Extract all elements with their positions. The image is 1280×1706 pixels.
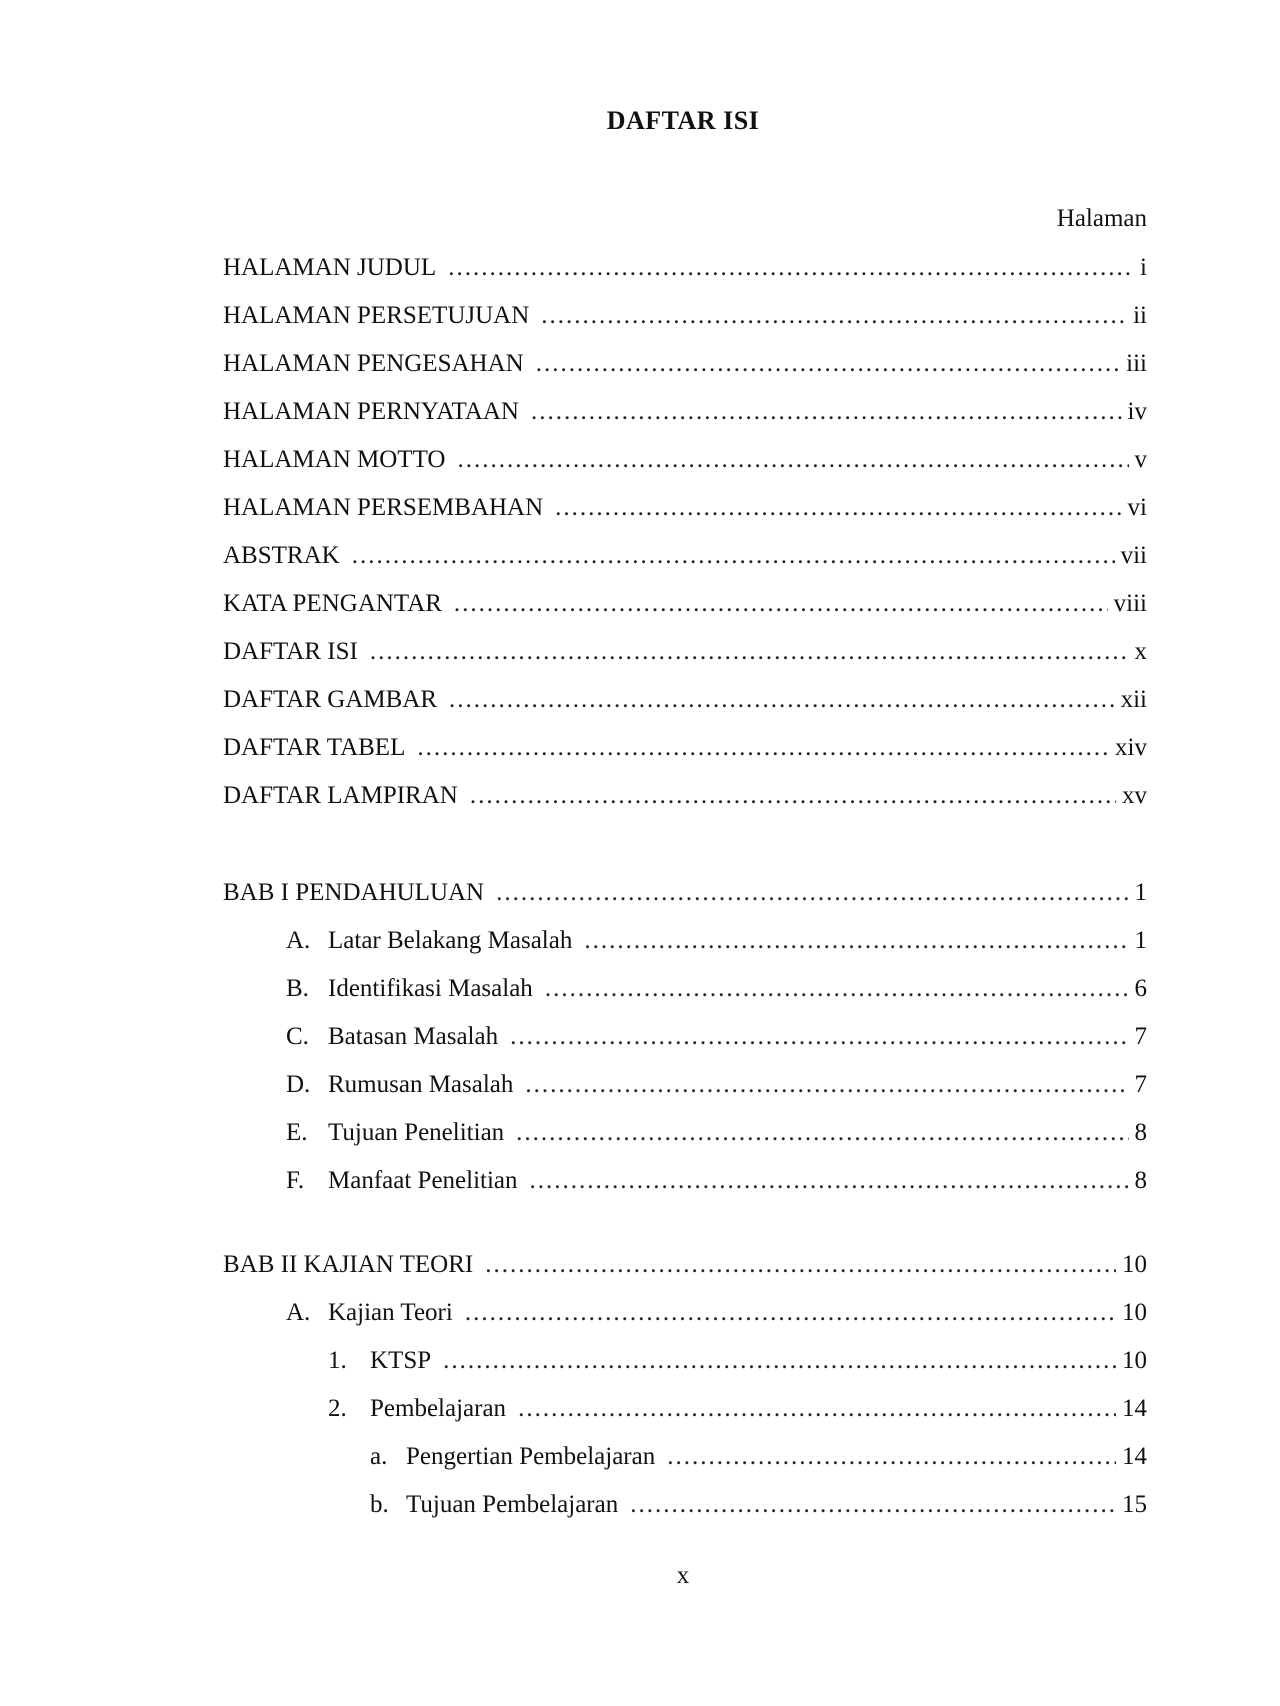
toc-entry[interactable] xyxy=(223,396,1147,428)
toc-entry[interactable] xyxy=(223,540,1147,572)
toc-section-page: 8 xyxy=(1134,1167,1147,1194)
toc-section-marker: A. xyxy=(286,1299,311,1326)
toc-entry-page: v xyxy=(1134,446,1147,473)
toc-section-page: 6 xyxy=(1134,975,1147,1002)
toc-subsection[interactable] xyxy=(328,1345,1147,1377)
toc-chapter-label: BAB I PENDAHULUAN xyxy=(223,879,485,906)
toc-entry[interactable] xyxy=(223,732,1147,764)
toc-entry-label: HALAMAN MOTTO xyxy=(223,446,446,473)
dot-leader xyxy=(457,444,1128,476)
dot-leader xyxy=(449,684,1115,716)
dot-leader xyxy=(510,1021,1128,1053)
toc-section-page: 8 xyxy=(1134,1119,1147,1146)
toc-subsection-marker: 2. xyxy=(328,1395,347,1422)
toc-entry-page: xv xyxy=(1122,782,1147,809)
toc-section[interactable] xyxy=(286,973,1147,1005)
toc-entry[interactable] xyxy=(223,636,1147,668)
toc-section-page: 7 xyxy=(1134,1023,1147,1050)
toc-chapter-bab1[interactable] xyxy=(223,877,1147,909)
toc-section-label: Manfaat Penelitian xyxy=(328,1167,518,1194)
toc-entry-label: DAFTAR GAMBAR xyxy=(223,686,438,713)
toc-entry-label: HALAMAN JUDUL xyxy=(223,254,437,281)
toc-entry-page: iv xyxy=(1127,398,1147,425)
dot-leader xyxy=(454,588,1108,620)
toc-section-label: Batasan Masalah xyxy=(328,1023,499,1050)
toc-section[interactable] xyxy=(286,925,1147,957)
toc-section[interactable] xyxy=(286,1117,1147,1149)
dot-leader xyxy=(516,1117,1128,1149)
toc-entry[interactable] xyxy=(223,444,1147,476)
toc-entry[interactable] xyxy=(223,348,1147,380)
toc-entry-page: x xyxy=(1134,638,1147,665)
toc-subsubsection-page: 15 xyxy=(1122,1491,1147,1518)
toc-entry-label: DAFTAR TABEL xyxy=(223,734,406,761)
toc-entry-page: iii xyxy=(1126,350,1147,377)
toc-entry-label: HALAMAN PERSEMBAHAN xyxy=(223,494,544,521)
dot-leader xyxy=(465,1297,1116,1329)
toc-entry-page: xii xyxy=(1120,686,1147,713)
toc-section[interactable] xyxy=(286,1165,1147,1197)
toc-entry-label: ABSTRAK xyxy=(223,542,340,569)
toc-section-label: Tujuan Penelitian xyxy=(328,1119,505,1146)
toc-section-marker: B. xyxy=(286,975,309,1002)
toc-entry-label: HALAMAN PERSETUJUAN xyxy=(223,302,530,329)
toc-chapter-page: 1 xyxy=(1134,879,1147,906)
dot-leader xyxy=(530,1165,1129,1197)
toc-section-marker: E. xyxy=(286,1119,308,1146)
toc-section-page: 7 xyxy=(1134,1071,1147,1098)
dot-leader xyxy=(370,636,1129,668)
toc-entry-label: DAFTAR ISI xyxy=(223,638,358,665)
toc-entry-page: viii xyxy=(1113,590,1147,617)
toc-section-page: 10 xyxy=(1122,1299,1147,1326)
dot-leader xyxy=(536,348,1120,380)
page-title: DAFTAR ISI xyxy=(606,106,760,135)
toc-subsection-label: Pembelajaran xyxy=(370,1395,507,1422)
toc-subsubsection-label: Pengertian Pembelajaran xyxy=(406,1443,656,1470)
toc-subsubsection[interactable] xyxy=(370,1441,1147,1473)
toc-entry[interactable] xyxy=(223,780,1147,812)
dot-leader xyxy=(541,300,1127,332)
toc-subsection-page: 14 xyxy=(1122,1395,1147,1422)
toc-entry[interactable] xyxy=(223,300,1147,332)
toc-subsection-label: KTSP xyxy=(370,1347,432,1374)
dot-leader xyxy=(667,1441,1116,1473)
dot-leader xyxy=(525,1069,1128,1101)
toc-section-marker: A. xyxy=(286,927,311,954)
toc-section-label: Rumusan Masalah xyxy=(328,1071,514,1098)
toc-section-label: Identifikasi Masalah xyxy=(328,975,533,1002)
toc-entry[interactable] xyxy=(223,684,1147,716)
toc-entry-label: DAFTAR LAMPIRAN xyxy=(223,782,458,809)
toc-section-label: Latar Belakang Masalah xyxy=(328,927,573,954)
toc-section[interactable] xyxy=(286,1069,1147,1101)
toc-subsection-page: 10 xyxy=(1122,1347,1147,1374)
toc-subsection-marker: 1. xyxy=(328,1347,347,1374)
dot-leader xyxy=(555,492,1121,524)
toc-entry-page: vi xyxy=(1127,494,1147,521)
dot-leader xyxy=(448,252,1134,284)
toc-entry-label: KATA PENGANTAR xyxy=(223,590,442,617)
toc-chapter-bab2[interactable] xyxy=(223,1249,1147,1281)
toc-entry-page: ii xyxy=(1133,302,1147,329)
toc-entry[interactable] xyxy=(223,492,1147,524)
toc-entry-label: HALAMAN PERNYATAAN xyxy=(223,398,519,425)
dot-leader xyxy=(584,925,1128,957)
page-column-header: Halaman xyxy=(1056,205,1147,232)
dot-leader xyxy=(443,1345,1116,1377)
dot-leader xyxy=(531,396,1122,428)
dot-leader xyxy=(518,1393,1116,1425)
dot-leader xyxy=(630,1489,1116,1521)
toc-section[interactable] xyxy=(286,1021,1147,1053)
toc-entry-page: i xyxy=(1140,254,1147,281)
dot-leader xyxy=(352,540,1115,572)
dot-leader xyxy=(545,973,1129,1005)
toc-subsubsection-page: 14 xyxy=(1122,1443,1147,1470)
toc-section-page: 1 xyxy=(1134,927,1147,954)
toc-section-marker: F. xyxy=(286,1167,305,1194)
toc-entry[interactable] xyxy=(223,588,1147,620)
dot-leader xyxy=(417,732,1109,764)
toc-subsubsection-marker: a. xyxy=(370,1443,388,1470)
toc-subsubsection[interactable] xyxy=(370,1489,1147,1521)
toc-chapter-label: BAB II KAJIAN TEORI xyxy=(223,1251,474,1278)
page-number-footer: x xyxy=(676,1562,690,1589)
toc-entry-page: vii xyxy=(1120,542,1147,569)
dot-leader xyxy=(485,1249,1116,1281)
toc-section-label: Kajian Teori xyxy=(328,1299,453,1326)
toc-entry-page: xiv xyxy=(1115,734,1147,761)
toc-subsection[interactable] xyxy=(328,1393,1147,1425)
dot-leader xyxy=(496,877,1128,909)
dot-leader xyxy=(470,780,1116,812)
toc-entry[interactable] xyxy=(223,252,1147,284)
toc-subsubsection-marker: b. xyxy=(370,1491,389,1518)
toc-subsubsection-label: Tujuan Pembelajaran xyxy=(406,1491,619,1518)
toc-entry-label: HALAMAN PENGESAHAN xyxy=(223,350,524,377)
toc-chapter-page: 10 xyxy=(1122,1251,1147,1278)
toc-section[interactable] xyxy=(286,1297,1147,1329)
toc-section-marker: C. xyxy=(286,1023,309,1050)
toc-section-marker: D. xyxy=(286,1071,311,1098)
